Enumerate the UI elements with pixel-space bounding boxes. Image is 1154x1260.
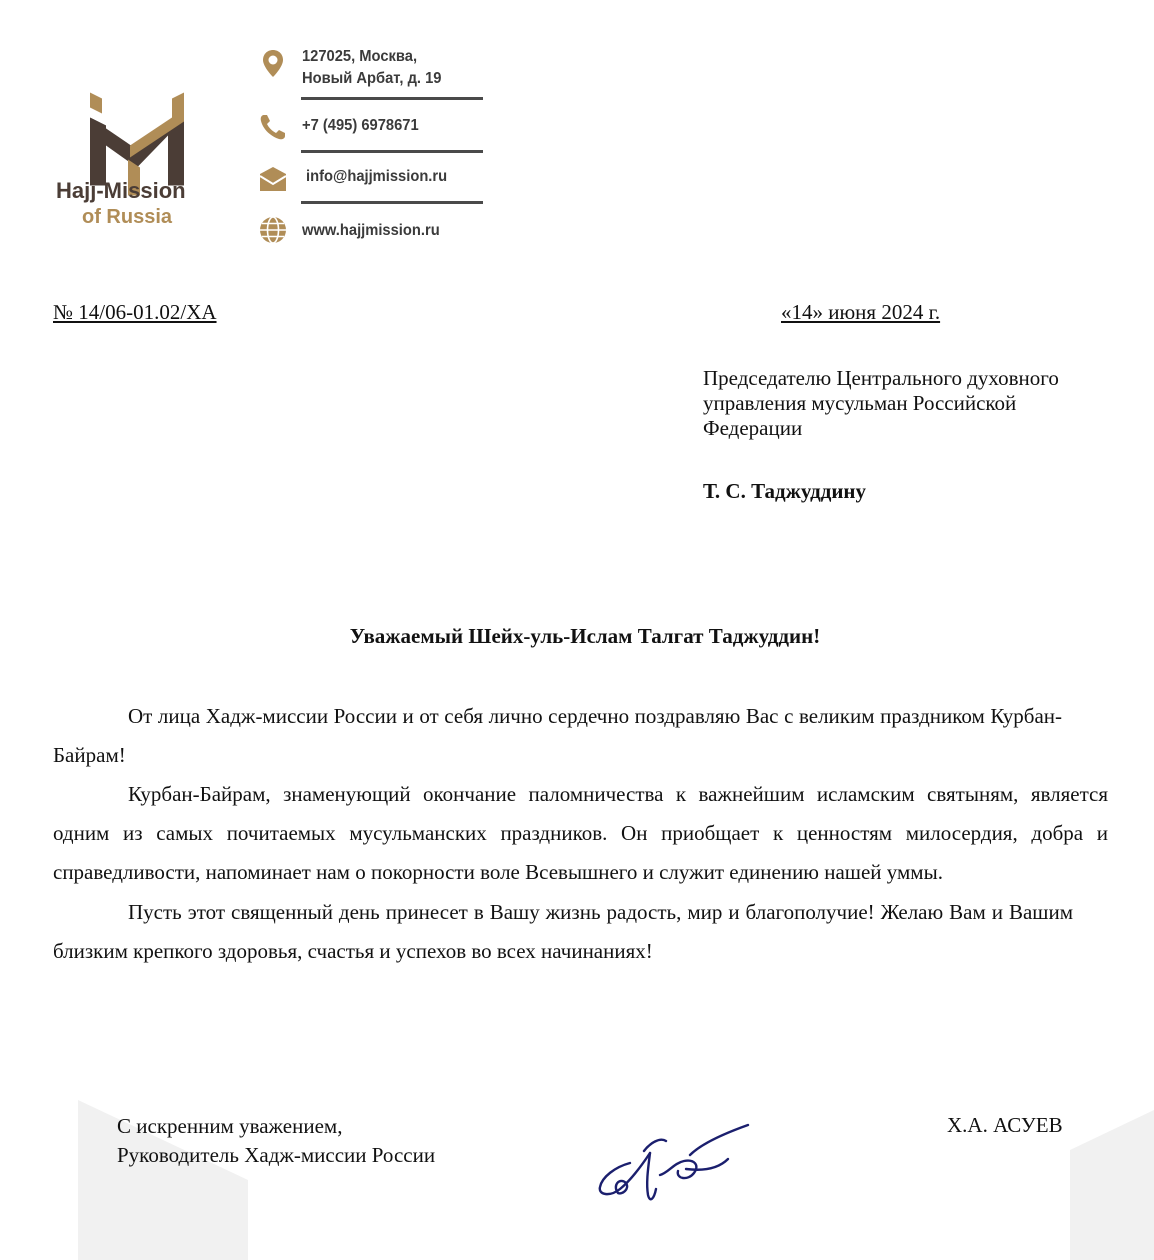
logo-text-primary: Hajj-Mission <box>56 178 186 203</box>
website-text: www.hajjmission.ru <box>302 222 440 239</box>
phone-text: +7 (495) 6978671 <box>302 117 419 134</box>
phone-icon <box>258 112 288 142</box>
closing-block <box>117 1112 435 1170</box>
body-paragraph: Пусть этот священный день принесет в Вашу жизнь радость, мир и благополучие! Желаю Вам и Вашим близким крепкого здоровья, счастья и успехов во всех начинаниях! <box>53 900 1073 963</box>
closing-line: Руководитель Хадж-миссии России <box>117 1143 436 1167</box>
letter-number: № 14/06-01.02/ХА <box>53 300 217 324</box>
address-text: 127025, Москва, Новый Арбат, д. 19 <box>302 48 442 87</box>
divider <box>301 150 483 153</box>
divider <box>301 201 483 204</box>
email-text: info@hajjmission.ru <box>306 168 448 185</box>
handwritten-signature <box>590 1115 760 1215</box>
letter-date: «14» июня 2024 г. <box>781 300 941 324</box>
location-pin-icon <box>258 48 288 78</box>
body-paragraph: Курбан-Байрам, знаменующий окончание паломничества к важнейшим исламским святыням, является одним из самых почитаемых мусульманских праздников. Он приобщает к ценностям милосердия, добра и справедливости, напоминает нам о покорности воле Всевышнего и служит единению нашей уммы. <box>53 782 1108 884</box>
envelope-icon <box>258 164 288 194</box>
recipient-line: Федерации <box>703 416 803 440</box>
closing-line: С искренним уважением, <box>117 1114 343 1138</box>
salutation: Уважаемый Шейх-уль-Ислам Талгат Таджуддин! <box>349 624 821 648</box>
logo-text-secondary: of Russia <box>82 206 173 228</box>
recipient-line: Председателю Центрального духовного <box>703 366 1059 390</box>
recipient-block <box>703 366 1059 441</box>
globe-icon <box>258 215 288 245</box>
body-paragraph: От лица Хадж-миссии России и от себя лично сердечно поздравляю Вас с великим праздником Курбан-Байрам! <box>53 704 1062 767</box>
recipient-line: управления мусульман Российской <box>703 391 1017 415</box>
background-shape <box>1070 1110 1154 1260</box>
signer-name: Х.А. АСУЕВ <box>947 1113 1063 1137</box>
divider <box>301 97 483 100</box>
recipient-name: Т. С. Таджуддину <box>703 479 867 503</box>
